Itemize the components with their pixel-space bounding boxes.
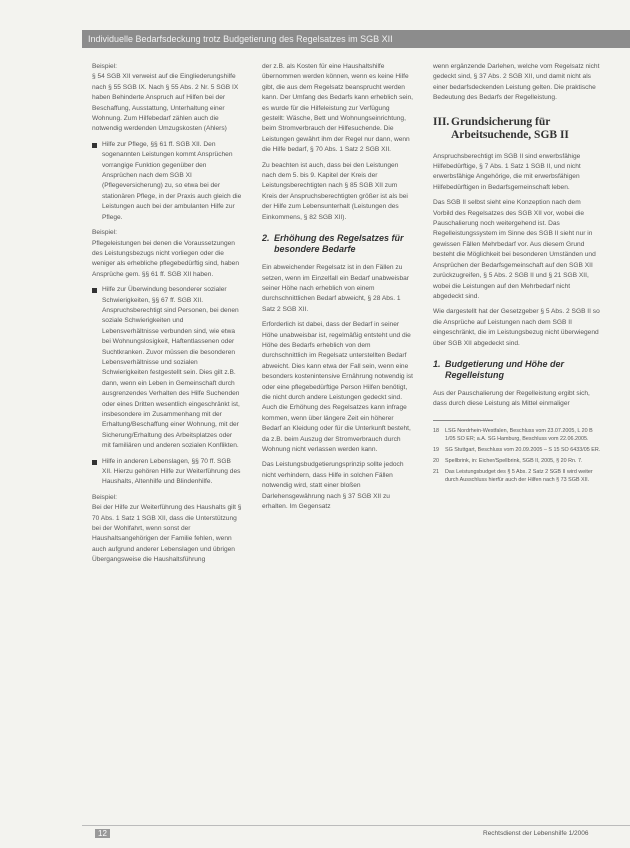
footnote-number: 18 xyxy=(433,427,439,434)
paragraph: Anspruchsberechtigt im SGB II sind erwerbsfähige Hilfebedürftige, § 7 Abs. 1 Satz 1 SGB II, und nicht erwerbsfähige Angehörige, die mit erwerbsfähigen Hilfebedürftigen in Bedarfsgemeinschaft leben. xyxy=(433,152,581,191)
paragraph: Aus der Pauschalierung der Regelleistung ergibt sich, dass durch diese Leistung als Mittel einmaliger xyxy=(433,389,590,408)
heading-number: 2. xyxy=(262,233,270,244)
example-label: Beispiel: xyxy=(92,229,117,237)
footnote-divider xyxy=(433,420,493,421)
footnote xyxy=(433,457,601,465)
paragraph-text: § 54 SGB XII verweist auf die Eingliederungshilfe nach § 55 SGB IX. Nach § 55 Abs. 2 Nr. 5 SGB IX haben Behinderte Anspruch auf Hilfen bei der Beschaffung, Ausstattung, Unterhaltung einer Wohnung. Zum Hilfebedarf zählen auch die notwendig werdenden Umzugskosten (Ahlers) xyxy=(92,73,239,133)
paragraph: Zu beachten ist auch, dass bei den Leistungen nach dem 5. bis 9. Kapitel der Kreis der Leistungsberechtigten nach § 85 SGB XII zum Kreis der Anspruchsberechtigten größer ist als bei der Hilfe zum Lebensunterhalt (Leistungen des Einkommens, § 82 SGB XII). xyxy=(262,161,408,221)
footnote-text: Das Leistungsbudget des § 5 Abs. 2 Satz 2 SGB II wird weiter durch Ausschluss hierfür auch der Hilfen nach § 73 SGB XII. xyxy=(445,468,593,483)
footnote-number: 19 xyxy=(433,446,439,453)
paragraph: wenn ergänzende Darlehen, welche vom Regelsatz nicht gedeckt sind, § 37 Abs. 2 SGB XII, und damit nicht als einer bedarfsdeckenden Leistung gelten. Die praktische Bedeutung des Bedarfs der Regelleistung. xyxy=(433,63,600,102)
paragraph: der z.B. als Kosten für eine Haushaltshilfe übernommen werden können, wenn es keine Hilfe gibt, die aus dem Regelsatz beansprucht werden kann. Der Umfang des Bedarfs kann erheblich sein, es wurde für die Hilfeleistung zur Verfügung gestellt: Wäsche, Bett und Wohnungseinrichtung, beim Stromverbrauch der Hilfesuchende. Die Leistungen gewährt ihm der Regel nur dann, wenn die Hilfe bedarf, § 70 Abs. 1 Satz 2 SGB XII. xyxy=(262,63,414,154)
paragraph xyxy=(92,493,242,566)
paragraph: Ein abweichender Regelsatz ist in den Fällen zu setzen, wenn im Einzelfall ein Bedarf unabweisbar seiner Höhe nach erheblich von einem durchschnittlichen Bedarf abweicht, § 28 Abs. 1 Satz 2 SGB XII. xyxy=(262,264,409,313)
footnote xyxy=(433,446,601,454)
example-label: Beispiel: xyxy=(92,493,117,501)
column-1 xyxy=(92,62,242,571)
example-label: Beispiel: xyxy=(92,63,117,70)
section-heading xyxy=(433,116,601,142)
page-number: 12 xyxy=(95,829,110,838)
footnote xyxy=(433,427,601,443)
paragraph xyxy=(92,228,242,280)
running-header: Individuelle Bedarfsdeckung trotz Budgetierung des Regelsatzes im SGB XII xyxy=(82,30,630,48)
paragraph: Wie dargestellt hat der Gesetzgeber § 5 Abs. 2 SGB II so die Ansprüche auf Leistungen nach dem SGB II eingeschränkt, die im Leistungsbezug nicht überwiegend über SGB XII abgedeckt sind. xyxy=(433,308,600,347)
footnote xyxy=(433,468,601,484)
footnote-text: LSG Nordrhein-Westfalen, Beschluss vom 23.07.2005, L 20 B 1/05 SO ER; a.A. SG Hamburg, Beschluss vom 22.06.2005. xyxy=(445,427,593,442)
column-2 xyxy=(262,62,414,517)
paragraph-text: Pflegeleistungen bei denen die Voraussetzungen des Leistungsbezugs nicht vorliegen oder die weniger als erhebliche pflegebedürftig sind, haben Ansprüche gem. §§ 61 ff. SGB XII haben. xyxy=(92,239,239,278)
heading-text: Erhöhung des Regelsatzes für besondere Bedarfe xyxy=(274,233,404,255)
bullet-item: Hilfe zur Pflege, §§ 61 ff. SGB XII. Den sogenannten Leistungen kommt Ansprüchen vorrangige Funktion gegenüber den Ansprüchen nach dem SGB XI (Pflegeversicherung) zu, so etwa bei der stationären Pflege, in der Praxis auch gleich die Leistungen auch bei der ambulanten Hilfe zur Pflege. xyxy=(92,140,242,223)
paragraph xyxy=(92,62,242,135)
heading-text: Grundsicherung für Arbeitsuchende, SGB II xyxy=(451,115,569,141)
subsection-heading xyxy=(262,233,414,255)
subsection-heading xyxy=(433,359,601,381)
heading-number: 1. xyxy=(433,358,441,369)
paragraph: Das SGB II selbst sieht eine Konzeption nach dem Vorbild des Regelsatzes des SGB XII vor, wobei die Pauschalierung noch weitergehend ist. Das Regelleistungssystem im Sinne des SGB II sieht nur in gewissen Fällen Mehrbedarf vor. Aus diesem Grund besteht die Möglichkeit bei besonderen Umständen und Ansprüchen der Bedarfsgemeinschaft auf den SGB XII zurückzugreifen, § 5 Abs. 2 SGB II und § 21 SGB XII, wobei die Leistungen auf den Mehrbedarf nicht abgedeckt sind. xyxy=(433,199,596,300)
paragraph: Das Leistungsbudgetierungsprinzip sollte jedoch nicht verhindern, dass Hilfe in solchen Fällen notwendig wird, statt einer bloßen Darlehensgewährung nach § 37 SGB XII zu erhalten. Im Gegensatz xyxy=(262,461,404,511)
heading-text: Budgetierung und Höhe der Regelleistung xyxy=(445,358,564,380)
footnote-number: 21 xyxy=(433,468,439,475)
paragraph-text: Bei der Hilfe zur Weiterführung des Haushalts gilt § 70 Abs. 1 Satz 1 SGB XII, dass die Unterstützung bei der Wohlfahrt, wenn sonst der Haushaltsangehörigen der Familie fehlen, wenn auch aufgrund anderer Lebenslagen und übrigen Übergangsweise die Haushaltsführung xyxy=(92,504,242,564)
footnote-text: Spellbrink, in: Eicher/Spellbrink, SGB II, 2005, § 20 Rn. 7. xyxy=(445,457,583,464)
footnote-number: 20 xyxy=(433,457,439,464)
journal-title: Rechtsdienst der Lebenshilfe 1/2006 xyxy=(483,830,589,837)
heading-number: III. xyxy=(433,115,450,128)
bullet-item: Hilfe in anderen Lebenslagen, §§ 70 ff. SGB XII. Hierzu gehören Hilfe zur Weiterführung des Haushalts, Altenhilfe und Blindenhilfe. xyxy=(92,457,242,488)
footnote-text: SG Stuttgart, Beschluss vom 20.09.2005 – S 15 SO 6433/05 ER. xyxy=(445,446,601,453)
bullet-item: Hilfe zur Überwindung besonderer sozialer Schwierigkeiten, §§ 67 ff. SGB XII. Anspruchsberechtigt sind Personen, bei denen soziale Schwierigkeiten und Lebensverhältnisse verbunden sind, wie etwa bei Wohnungslosigkeit, Haftentlassenen oder Suchtkranken. Zuvor müssen die besonderen Lebensverhältnisse und sozialen Schwierigkeiten festgestellt sein. Dies gilt z.B. dann, wenn ein Leben in Gemeinschaft durch ausgrenzendes Verhalten des Hilfe Suchenden oder eines Dritten wesentlich eingeschränkt ist, insbesondere im Zusammenhang mit der Erhaltung/Beschaffung einer Wohnung, mit der Sicherung/Erhaltung des Arbeitsplatzes oder mit familiären und anderen sozialen Konflikten. xyxy=(92,285,242,452)
column-3 xyxy=(433,62,601,487)
paragraph: Erforderlich ist dabei, dass der Bedarf in seiner Höhe unabweisbar ist, regelmäßig entsteht und die Höhe des Bedarfs erheblich von dem durchschnittlich im Regelsatz unterstellten Bedarf abweicht. Dies kann etwa der Fall sein, wenn eine besonders kostenintensive Ernährung notwendig ist oder eine pflegebedürftige Person Hilfen benötigt, die nicht durch andere Leistungen gedeckt sind. Auch die Erhöhung des Regelsatzes kann infrage kommen, wenn über längere Zeit ein höherer Bedarf an Kleidung oder für die Unterkunft besteht, da z.B. beim Auszug der Stromverbrauch durch Wohnung nicht verlassen werden kann. xyxy=(262,321,414,453)
